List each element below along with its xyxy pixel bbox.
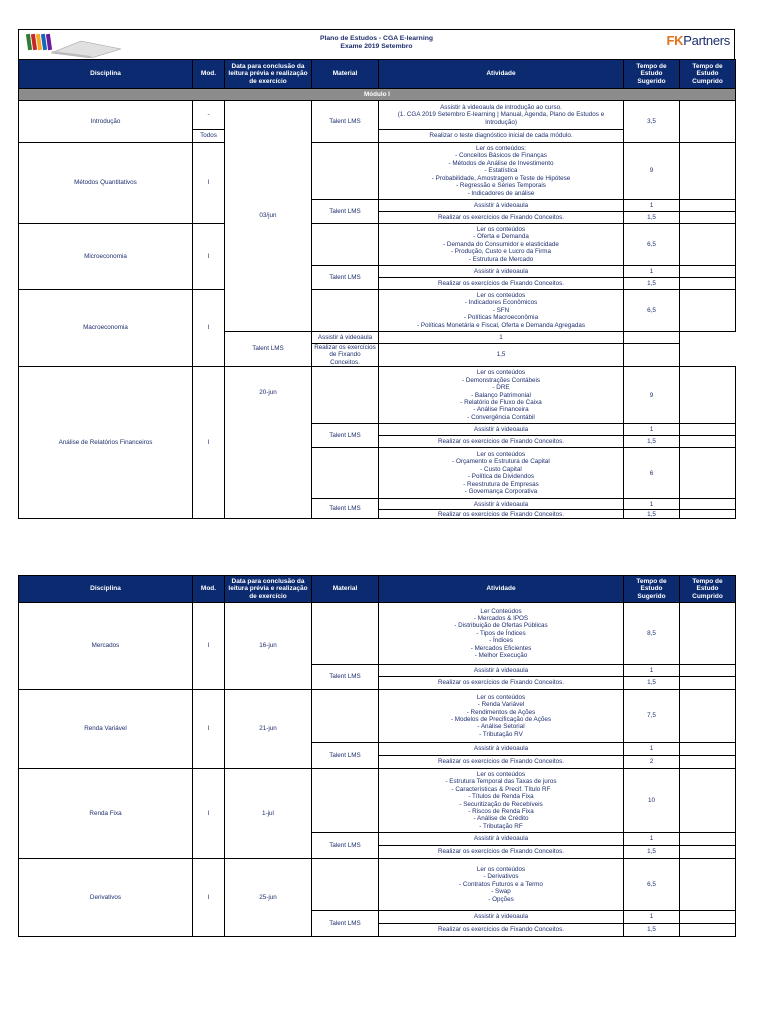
- disciplina-cell: Renda Fixa: [19, 769, 193, 859]
- study-plan-table-2: [18, 575, 736, 937]
- cumprido-cell: [680, 833, 736, 846]
- activity-cell: Realizar os exercícios de Fixando Conceitos.: [379, 278, 624, 290]
- table-header-row: [19, 60, 736, 89]
- col-data: Data para conclusão da leitura prévia e realização de exercício: [225, 60, 312, 89]
- tempo-cell: 1,5: [624, 677, 680, 690]
- tempo-cell: 1: [624, 833, 680, 846]
- tempo-cell: 6,5: [624, 859, 680, 911]
- disciplina-cell: Mercados: [19, 603, 193, 690]
- tempo-cell: 1: [624, 200, 680, 212]
- cumprido-cell: [680, 224, 736, 266]
- cumprido-cell: [680, 143, 736, 200]
- material-cell: [312, 690, 379, 743]
- col-tempo-sugerido: Tempo de Estudo Sugerido: [624, 576, 680, 603]
- col-disciplina: Disciplina: [19, 60, 193, 89]
- table-row: [19, 690, 736, 743]
- table-row: [19, 224, 736, 266]
- cumprido-cell: [680, 278, 736, 290]
- cumprido-cell: [680, 911, 736, 924]
- disciplina-cell: Macroeconomia: [19, 290, 193, 367]
- activity-cell: Assistir à videoaula: [379, 499, 624, 510]
- activity-cell: Ler os conteúdos - Derivativos - Contratos Futuros e a Termo - Swap - Opções: [379, 859, 624, 911]
- disciplina-cell: Renda Variável: [19, 690, 193, 769]
- activity-cell: Assistir à videoaula de introdução ao curso. (1. CGA 2019 Setembro E-learning | Manual, Agenda, Plano de Estudos e Introdução): [379, 101, 624, 130]
- activity-cell: Assistir à videoaula: [379, 424, 624, 436]
- cumprido-cell: [680, 924, 736, 937]
- activity-cell: Realizar os exercícios de Fixando Conceitos.: [379, 756, 624, 769]
- cumprido-cell: [680, 212, 736, 224]
- mod-cell: I: [193, 143, 225, 224]
- cumprido-cell: [624, 344, 680, 367]
- col-disciplina: Disciplina: [19, 576, 193, 603]
- table-header-row: [19, 576, 736, 603]
- activity-cell: Ler os conteúdos - Demonstrações Contábeis - DRE - Balanço Patrimonial - Relatório de Fluxo de Caixa - Análise Financeira - Convergência Contábil: [379, 367, 624, 424]
- col-mod: Mod.: [193, 60, 225, 89]
- col-tempo-cumprido: Tempo de Estudo Cumprido: [680, 60, 736, 89]
- plan-sheet-1: [18, 29, 735, 519]
- material-cell: [312, 603, 379, 665]
- tempo-cell: 1: [624, 266, 680, 278]
- activity-cell: Assistir à videoaula: [379, 200, 624, 212]
- title-line-1: Plano de Estudos - CGA E-learning: [319, 35, 434, 42]
- tempo-cell: 6,5: [624, 224, 680, 266]
- tempo-cell: 1,5: [624, 436, 680, 448]
- cumprido-cell: [680, 859, 736, 911]
- activity-cell: Assistir à videoaula: [379, 665, 624, 677]
- activity-cell: Realizar o teste diagnóstico inicial de cada módulo.: [379, 130, 624, 143]
- disciplina-cell: Introdução: [19, 101, 193, 143]
- sheet-title: [19, 35, 734, 51]
- material-cell: [312, 859, 379, 911]
- cumprido-cell: [680, 677, 736, 690]
- cumprido-cell: [680, 101, 736, 143]
- cumprido-cell: [680, 603, 736, 665]
- tempo-cell: 1: [379, 332, 624, 344]
- activity-cell: Realizar os exercícios de Fixando Conceitos.: [379, 924, 624, 937]
- cumprido-cell: [680, 499, 736, 510]
- activity-cell: Assistir à videoaula: [379, 833, 624, 846]
- cumprido-cell: [680, 665, 736, 677]
- tempo-cell: 1: [624, 743, 680, 756]
- cumprido-cell: [680, 846, 736, 859]
- cumprido-cell: [680, 690, 736, 743]
- material-cell: Talent LMS: [225, 332, 312, 367]
- disciplina-cell: Derivativos: [19, 859, 193, 937]
- plan-sheet-2: [18, 575, 735, 937]
- mod-cell: I: [193, 603, 225, 690]
- col-tempo-cumprido: Tempo de Estudo Cumprido: [680, 576, 736, 603]
- col-atividade: Atividade: [379, 60, 624, 89]
- material-cell: [312, 224, 379, 266]
- tempo-cell: 1,5: [624, 212, 680, 224]
- col-data: Data para conclusão da leitura prévia e realização de exercício: [225, 576, 312, 603]
- material-cell: Talent LMS: [312, 266, 379, 290]
- tempo-cell: 1,5: [624, 924, 680, 937]
- table-row: [19, 367, 736, 424]
- cumprido-cell: [680, 290, 736, 332]
- material-cell: Talent LMS: [312, 833, 379, 859]
- activity-cell: Realizar os exercícios de Fixando Conceitos.: [312, 344, 379, 367]
- tempo-cell: 1,5: [624, 846, 680, 859]
- data-cell: 03/jun: [225, 101, 312, 332]
- material-cell: [312, 143, 379, 200]
- tempo-cell: 1,5: [624, 278, 680, 290]
- mod-cell: I: [193, 367, 225, 519]
- material-cell: Talent LMS: [312, 200, 379, 224]
- mod-cell: I: [193, 859, 225, 937]
- table-row: [19, 769, 736, 833]
- activity-cell: Realizar os exercícios de Fixando Conceitos.: [379, 212, 624, 224]
- cumprido-cell: [680, 200, 736, 212]
- activity-cell: Ler os conteúdos - Indicadores Econômicos - SFN - Políticas Macroeconômia - Políticas Monetária e Fiscal, Oferta e Demanda Agregadas: [379, 290, 624, 332]
- activity-cell: Ler os conteúdos - Oferta e Demanda - Demanda do Consumidor e elasticidade - Produção, Custo e Lucro da Firma - Estrutura de Mercado: [379, 224, 624, 266]
- tempo-cell: 8,5: [624, 603, 680, 665]
- tempo-cell: 9: [624, 367, 680, 424]
- mod-cell: Todos: [193, 130, 225, 143]
- data-cell: 25-jun: [225, 859, 312, 937]
- module-label: Módulo I: [19, 89, 736, 101]
- data-cell: 1-jul: [225, 769, 312, 859]
- col-tempo-sugerido: Tempo de Estudo Sugerido: [624, 60, 680, 89]
- tempo-cell: 1: [624, 665, 680, 677]
- activity-cell: Assistir à videoaula: [379, 911, 624, 924]
- material-cell: Talent LMS: [312, 665, 379, 690]
- activity-cell: Assistir à videoaula: [379, 743, 624, 756]
- activity-cell: Realizar os exercícios de Fixando Conceitos.: [379, 436, 624, 448]
- mod-cell: I: [193, 290, 225, 367]
- tempo-cell: 1: [624, 424, 680, 436]
- table-row: [19, 290, 736, 332]
- table-row: [19, 603, 736, 665]
- cumprido-cell: [680, 510, 736, 519]
- material-cell: Talent LMS: [312, 743, 379, 769]
- tempo-cell: 9: [624, 143, 680, 200]
- cumprido-cell: [680, 756, 736, 769]
- cumprido-cell: [680, 424, 736, 436]
- activity-cell: Ler os conteúdos: - Conceitos Básicos de Finanças - Métodos de Análise de Investimento - Estatística - Probabilidade, Amostragem e Teste de Hipótese - Regressão e Séries Temporais - Indicadores de análise: [379, 143, 624, 200]
- disciplina-cell: Análise de Relatórios Financeiros: [19, 367, 193, 519]
- tempo-cell: 1: [624, 911, 680, 924]
- title-line-2: Exame 2019 Setembro: [340, 43, 413, 50]
- cumprido-cell: [680, 436, 736, 448]
- tempo-cell: 6: [624, 448, 680, 499]
- activity-cell: Ler Conteúdos - Mercados & IPOS - Distribuição de Ofertas Públicas - Tipos de Índices - Índices - Mercados Eficientes - Melhor Execução: [379, 603, 624, 665]
- tempo-cell: 2: [624, 756, 680, 769]
- activity-cell: Realizar os exercícios de Fixando Conceitos.: [379, 846, 624, 859]
- material-cell: Talent LMS: [312, 499, 379, 519]
- module-row: [19, 89, 736, 101]
- disciplina-cell: Métodos Quantitativos: [19, 143, 193, 224]
- col-atividade: Atividade: [379, 576, 624, 603]
- material-cell: Talent LMS: [312, 911, 379, 937]
- cumprido-cell: [680, 266, 736, 278]
- cumprido-cell: [680, 769, 736, 833]
- cumprido-cell: [680, 743, 736, 756]
- tempo-cell: 1,5: [379, 344, 624, 367]
- material-cell: Talent LMS: [312, 101, 379, 143]
- sheet-header: [18, 29, 735, 59]
- disciplina-cell: Microeconomia: [19, 224, 193, 290]
- data-cell: 21-jun: [225, 690, 312, 769]
- mod-cell: I: [193, 690, 225, 769]
- activity-cell: Ler os conteúdos - Renda Variável - Rendimentos de Ações - Modelos de Precificação de Ações - Análise Setorial - Tributação RV: [379, 690, 624, 743]
- fk-partners-logo: FKPartners: [666, 33, 730, 48]
- mod-cell: -: [193, 101, 225, 130]
- study-plan-table-1: [18, 59, 736, 519]
- col-material: Material: [312, 576, 379, 603]
- tempo-cell: 7,5: [624, 690, 680, 743]
- mod-cell: I: [193, 769, 225, 859]
- col-material: Material: [312, 60, 379, 89]
- material-cell: [312, 367, 379, 424]
- tempo-cell: 10: [624, 769, 680, 833]
- activity-cell: Assistir à videoaula: [379, 266, 624, 278]
- material-cell: [312, 290, 379, 332]
- col-mod: Mod.: [193, 576, 225, 603]
- cumprido-cell: [624, 332, 680, 344]
- cumprido-cell: [680, 448, 736, 499]
- activity-cell: Assistir à videoaula: [312, 332, 379, 344]
- mod-cell: I: [193, 224, 225, 290]
- material-cell: Talent LMS: [312, 424, 379, 448]
- data-cell: 20-jun: [225, 367, 312, 519]
- activity-cell: Realizar os exercícios de Fixando Conceitos.: [379, 677, 624, 690]
- data-cell: 16-jun: [225, 603, 312, 690]
- material-cell: [312, 769, 379, 833]
- tempo-cell: 3,5: [624, 101, 680, 143]
- table-row: [19, 859, 736, 911]
- cumprido-cell: [680, 367, 736, 424]
- table-row: [19, 101, 736, 130]
- activity-cell: Ler os conteúdos - Orçamento e Estrutura de Capital - Custo Capital - Política de Dividendos - Reestrutura de Empresas - Governança Corporativa: [379, 448, 624, 499]
- activity-cell: Realizar os exercícios de Fixando Conceitos.: [379, 510, 624, 519]
- tempo-cell: 1: [624, 499, 680, 510]
- material-cell: [312, 448, 379, 499]
- tempo-cell: 6,5: [624, 290, 680, 332]
- tempo-cell: 1,5: [624, 510, 680, 519]
- table-row: [19, 143, 736, 200]
- activity-cell: Ler os conteúdos - Estrutura Temporal das Taxas de juros - Características & Precif. Título RF - Títulos de Renda Fixa - Securitização de Recebíveis - Riscos de Renda Fixa - Análise de Crédito - Tributação RF: [379, 769, 624, 833]
